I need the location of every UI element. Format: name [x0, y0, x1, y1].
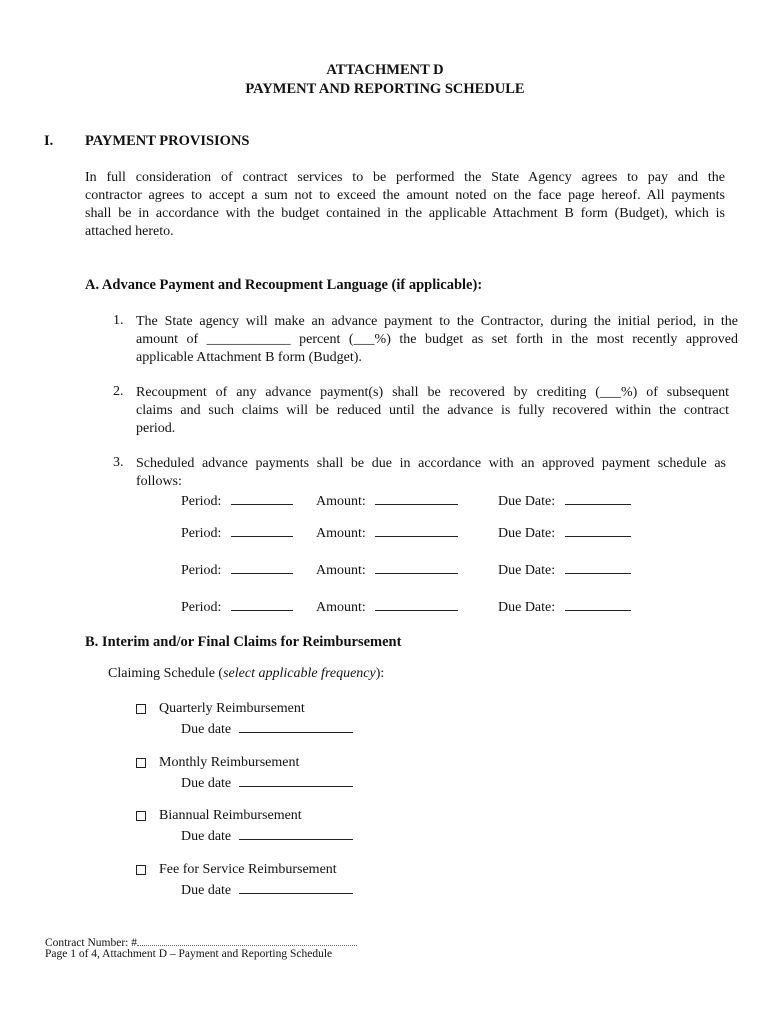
- claiming-label-start: Claiming Schedule (: [108, 666, 224, 681]
- item-line: The State agency will make an advance payment to the Contractor, during the initial period, in the: [136, 314, 738, 329]
- monthly-checkbox[interactable]: [136, 758, 146, 768]
- due-date-label: Due Date:: [498, 526, 556, 541]
- schedule-row: [316, 523, 458, 542]
- fee-for-service-due-row: [181, 880, 353, 899]
- period-blank[interactable]: [231, 491, 293, 505]
- due-date-label: Due Date:: [498, 563, 556, 578]
- schedule-row: [316, 597, 458, 616]
- period-blank[interactable]: [231, 560, 293, 574]
- item-1-text: [136, 313, 738, 367]
- monthly-label: Monthly Reimbursement: [159, 755, 300, 770]
- quarterly-label: Quarterly Reimbursement: [159, 701, 305, 716]
- amount-label: Amount:: [316, 526, 366, 541]
- item-number: 1.: [113, 313, 124, 328]
- claiming-label-end: ):: [375, 666, 385, 681]
- contract-number-blank[interactable]: [137, 934, 357, 946]
- schedule-row: [181, 491, 293, 510]
- item-line: amount of ____________ percent (___%) the budget as set forth in the most recently approved: [136, 332, 738, 347]
- schedule-row: [181, 523, 293, 542]
- contract-number-label: Contract Number: #: [45, 937, 137, 949]
- item-3-text: [136, 455, 726, 491]
- due-date-label: Due Date:: [498, 494, 556, 509]
- item-line: claims and such claims will be reduced until the advance is fully recovered within the contract: [136, 403, 729, 418]
- period-blank[interactable]: [231, 597, 293, 611]
- due-date-text: Due date: [181, 776, 232, 791]
- amount-blank[interactable]: [375, 560, 458, 574]
- fee-for-service-due-blank[interactable]: [239, 880, 353, 894]
- item-line: Scheduled advance payments shall be due in accordance with an approved payment schedule as: [136, 456, 726, 471]
- fee-for-service-label: Fee for Service Reimbursement: [159, 862, 337, 877]
- monthly-due-blank[interactable]: [239, 773, 353, 787]
- item-line: Recoupment of any advance payment(s) shall be recovered by crediting (___%) of subsequent: [136, 385, 729, 400]
- page-info: Page 1 of 4, Attachment D – Payment and Reporting Schedule: [45, 948, 333, 960]
- due-date-blank[interactable]: [565, 523, 631, 537]
- subsection-a-title: A. Advance Payment and Recoupment Language (if applicable):: [85, 277, 483, 293]
- biannual-checkbox[interactable]: [136, 811, 146, 821]
- quarterly-due-row: [181, 719, 353, 738]
- amount-blank[interactable]: [375, 491, 458, 505]
- schedule-row: [498, 597, 631, 616]
- schedule-row: [498, 491, 631, 510]
- period-label: Period:: [181, 563, 222, 578]
- document-title: ATTACHMENT D: [326, 62, 444, 78]
- amount-label: Amount:: [316, 494, 366, 509]
- amount-blank[interactable]: [375, 597, 458, 611]
- item-line: period.: [136, 421, 176, 436]
- quarterly-due-blank[interactable]: [239, 719, 353, 733]
- schedule-row: [498, 523, 631, 542]
- period-label: Period:: [181, 526, 222, 541]
- due-date-text: Due date: [181, 722, 232, 737]
- item-number: 3.: [113, 455, 124, 470]
- monthly-due-row: [181, 773, 353, 792]
- amount-blank[interactable]: [375, 523, 458, 537]
- period-label: Period:: [181, 494, 222, 509]
- claiming-schedule-label: [108, 666, 384, 682]
- biannual-due-blank[interactable]: [239, 826, 353, 840]
- biannual-label: Biannual Reimbursement: [159, 808, 302, 823]
- contract-number-row: [45, 934, 357, 949]
- fee-for-service-checkbox[interactable]: [136, 865, 146, 875]
- section-numeral: I.: [44, 133, 54, 149]
- item-2-text: [136, 384, 729, 438]
- claiming-label-italic: select applicable frequency: [223, 666, 376, 681]
- period-label: Period:: [181, 600, 222, 615]
- item-line: applicable Attachment B form (Budget).: [136, 350, 362, 365]
- amount-label: Amount:: [316, 563, 366, 578]
- intro-line: contractor agrees to accept a sum not to exceed the amount noted on the face page hereof. All payments: [85, 188, 725, 203]
- section-title: PAYMENT PROVISIONS: [85, 133, 250, 149]
- intro-line: In full consideration of contract services to be performed the State Agency agrees to pay and the: [85, 170, 725, 185]
- due-date-blank[interactable]: [565, 560, 631, 574]
- schedule-row: [316, 491, 458, 510]
- amount-label: Amount:: [316, 600, 366, 615]
- due-date-blank[interactable]: [565, 491, 631, 505]
- schedule-row: [498, 560, 631, 579]
- item-line: follows:: [136, 474, 182, 489]
- item-number: 2.: [113, 384, 124, 399]
- intro-line: attached hereto.: [85, 224, 174, 239]
- due-date-text: Due date: [181, 883, 232, 898]
- biannual-due-row: [181, 826, 353, 845]
- intro-line: shall be in accordance with the budget contained in the applicable Attachment B form (Budget), which is: [85, 206, 725, 221]
- due-date-blank[interactable]: [565, 597, 631, 611]
- due-date-label: Due Date:: [498, 600, 556, 615]
- schedule-row: [181, 560, 293, 579]
- due-date-text: Due date: [181, 829, 232, 844]
- period-blank[interactable]: [231, 523, 293, 537]
- document-subtitle: PAYMENT AND REPORTING SCHEDULE: [245, 81, 525, 97]
- schedule-row: [316, 560, 458, 579]
- schedule-row: [181, 597, 293, 616]
- quarterly-checkbox[interactable]: [136, 704, 146, 714]
- intro-paragraph: [85, 169, 725, 241]
- subsection-b-title: B. Interim and/or Final Claims for Reimbursement: [85, 634, 402, 650]
